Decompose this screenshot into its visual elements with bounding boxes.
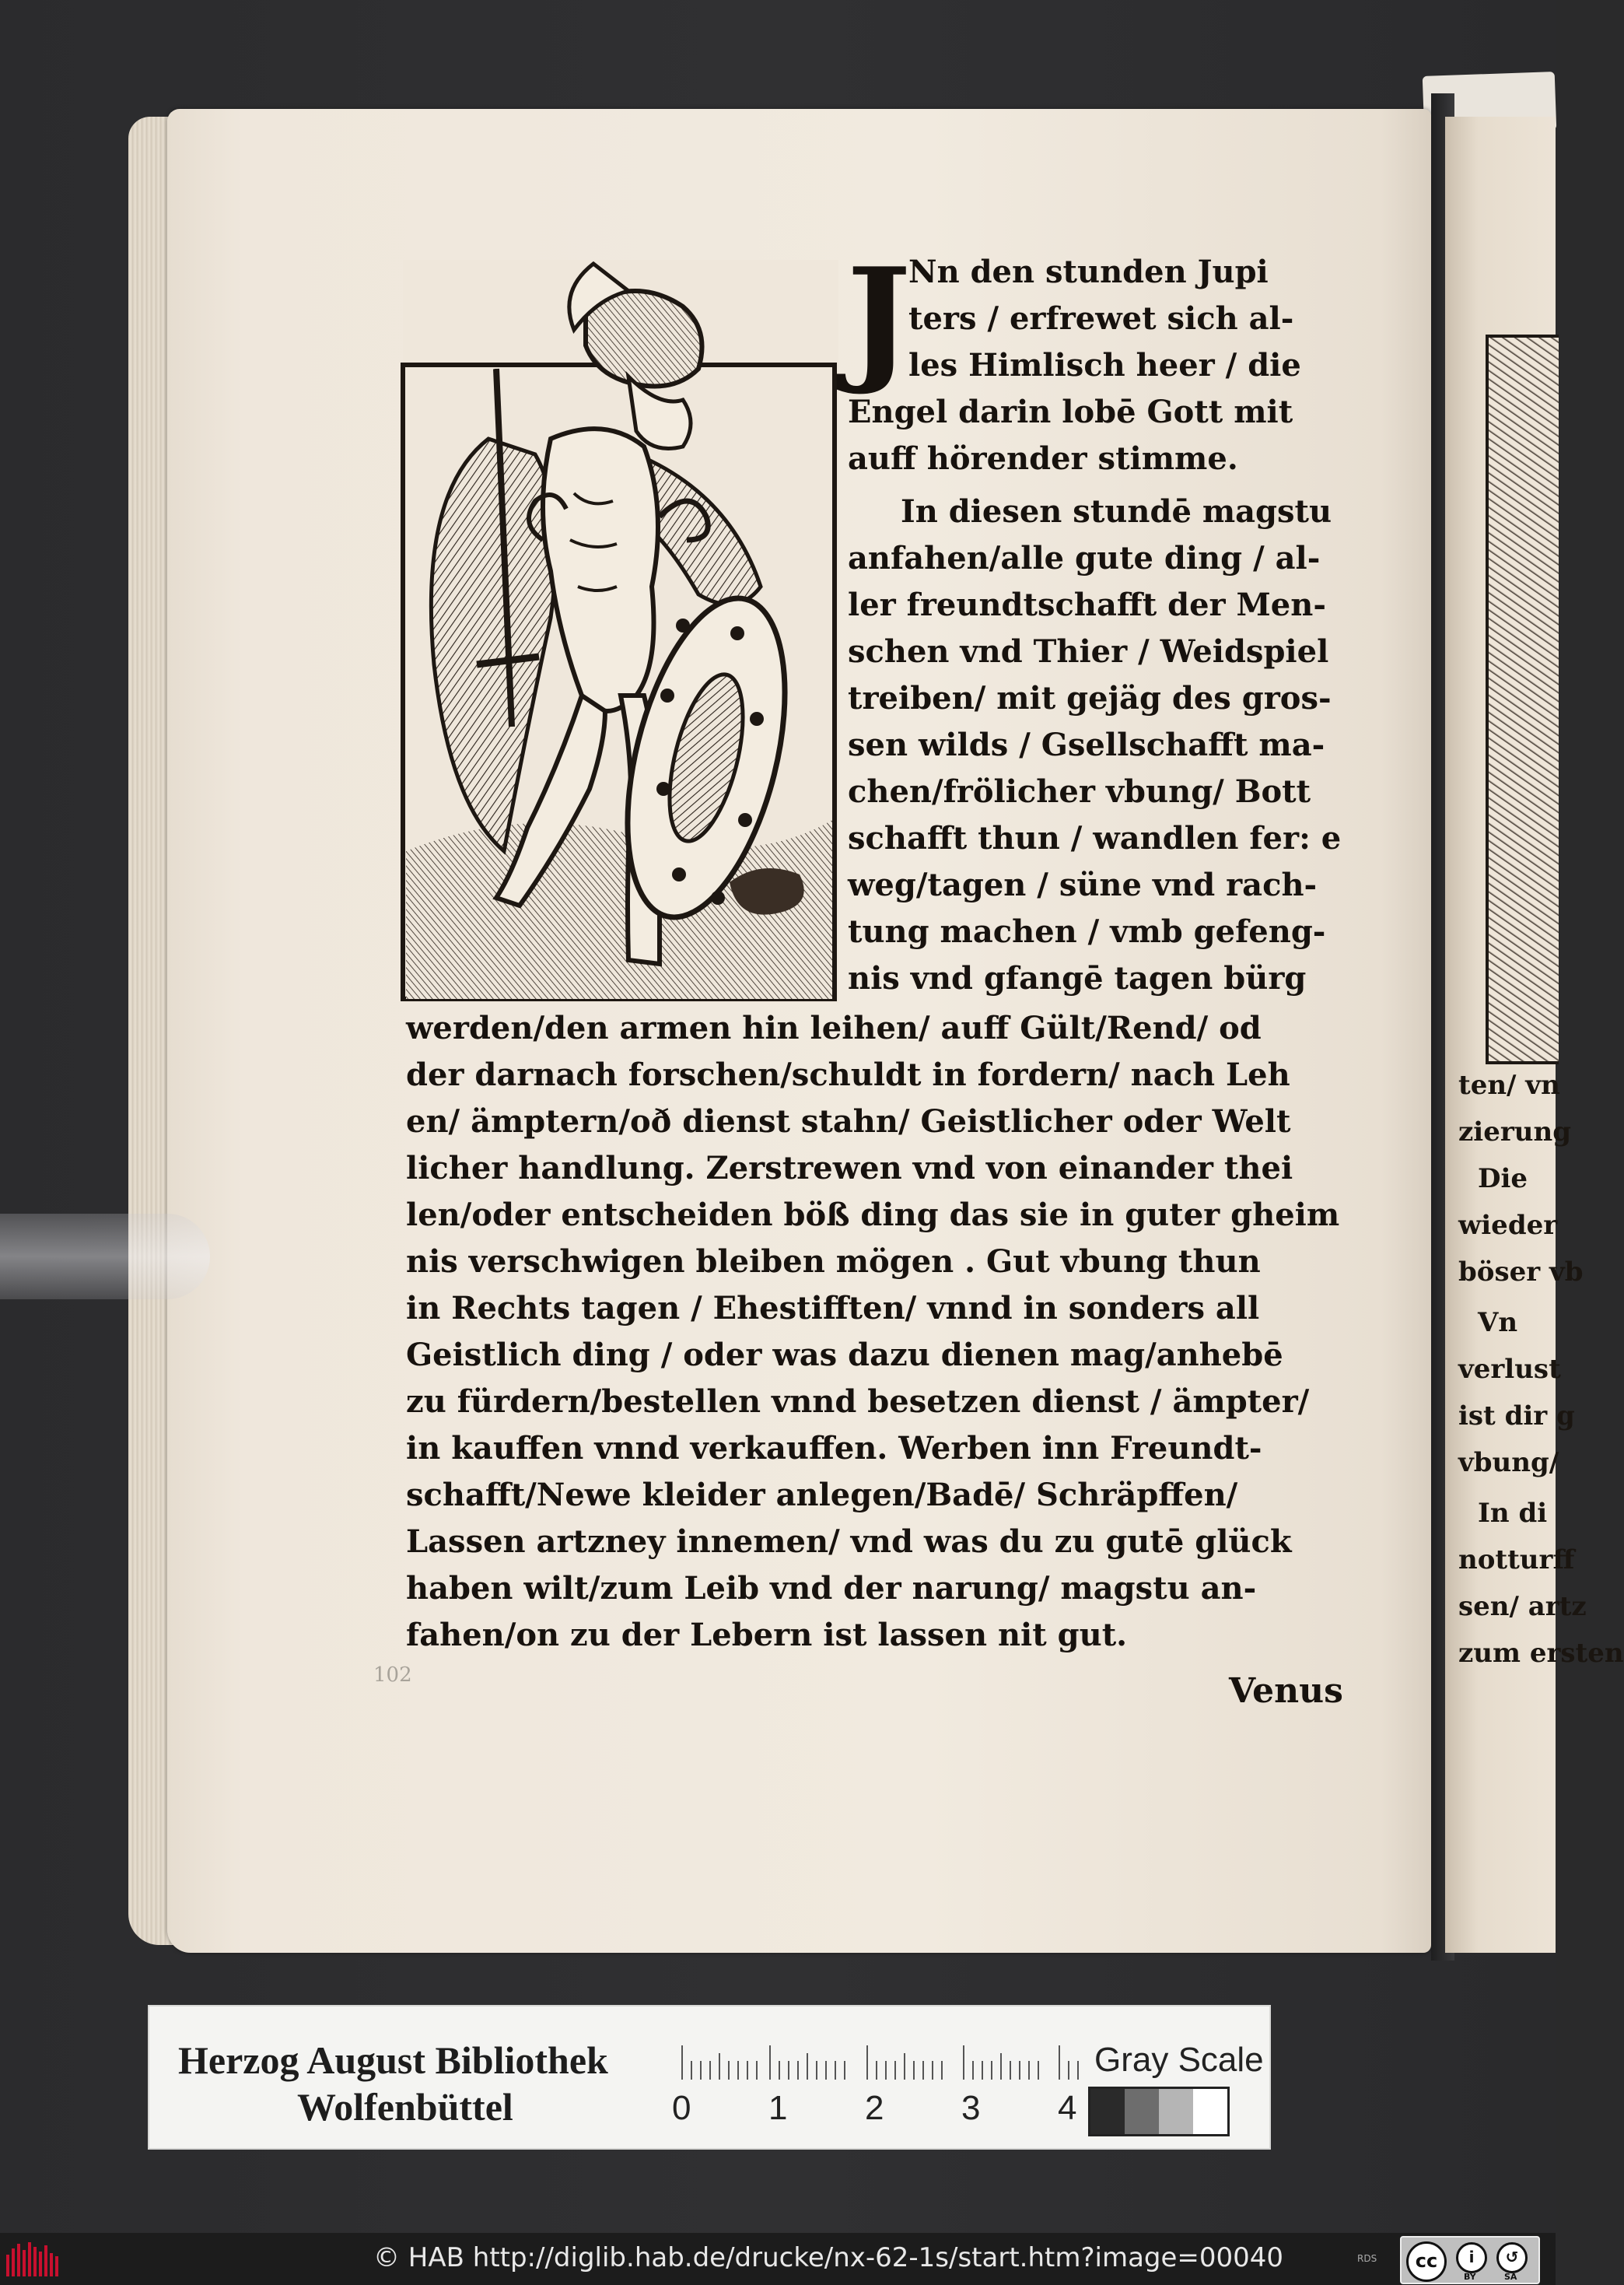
text-line: In diesen stundē magstu [901,493,1332,530]
text-line: auff hörender stimme. [848,440,1238,477]
facing-page-line: Vn [1478,1307,1518,1338]
text-line: len/oder entscheiden böß ding das sie in guter gheim [406,1197,1340,1233]
footer-credit-link[interactable]: © HAB http://diglib.hab.de/drucke/nx-62-1s/start.htm?image=00040 [373,2242,1284,2273]
text-line: Engel darin lobē Gott mit [848,394,1293,430]
gray-swatch [1090,2089,1125,2134]
text-line: treiben/ mit gejäg des gros- [848,680,1332,717]
gray-swatch [1159,2089,1193,2134]
text-line: tung machen / vmb gefeng- [848,913,1326,950]
facing-page-line: Die [1478,1163,1528,1194]
text-line: in Rechts tagen / Ehestifften/ vnnd in sonders all [406,1290,1260,1326]
facing-page-line: böser vb [1458,1256,1584,1288]
ruler-number: 2 [865,2089,884,2127]
plastic-page-clip [0,1214,210,1299]
decorated-initial: J [846,239,912,398]
text-line: nis verschwigen bleiben mögen . Gut vbung thun [406,1243,1261,1280]
by-label: BY [1464,2272,1476,2282]
facing-page-line: verlust [1458,1354,1561,1385]
text-line: in kauffen vnnd verkauffen. Werben inn Freundt- [406,1430,1262,1467]
text-line: haben wilt/zum Leib vnd der narung/ magstu an- [406,1570,1257,1607]
text-line: werden/den armen hin leihen/ auff Gült/Rend/ od [406,1010,1262,1046]
share-alike-icon: ↺ [1496,2242,1528,2273]
text-line: sen wilds / Gsellschafft ma- [848,727,1325,763]
ruler-scale [678,2045,1090,2080]
ruler-number: 1 [768,2089,788,2127]
facing-page-line: zierung [1458,1116,1571,1148]
facing-page-line: wieder [1458,1210,1558,1241]
text-line: zu fürdern/bestellen vnnd besetzen dienst / ämpter/ [406,1383,1310,1420]
ruler-number: 3 [961,2089,981,2127]
gray-swatch [1193,2089,1227,2134]
facing-page-line: vbung/ [1458,1447,1559,1478]
gray-scale-swatches [1088,2087,1230,2136]
text-line: Geistlich ding / oder was dazu dienen mag/anhebē [406,1337,1283,1373]
footer-tiny-mark: RDS [1357,2253,1377,2264]
facing-page-line: ten/ vn [1458,1070,1560,1101]
facing-page-woodcut [1486,335,1559,1064]
pencil-page-note: 102 [373,1663,412,1687]
catchword: Venus [1229,1671,1343,1711]
facing-page-line: zum ersten [1458,1638,1624,1669]
ruler-number: 4 [1058,2089,1077,2127]
institution-name: Herzog August Bibliothek [178,2038,608,2082]
text-line: les Himlisch heer / die [908,347,1301,384]
sa-label: SA [1504,2272,1517,2282]
text-line: Nn den stunden Jupi [908,254,1269,290]
text-line: ler freundtschafft der Men- [848,587,1326,623]
text-line: weg/tagen / süne vnd rach- [848,867,1318,903]
text-line: anfahen/alle gute ding / al- [848,540,1321,577]
text-line: fahen/on zu der Lebern ist lassen nit gut. [406,1617,1128,1653]
text-line: der darnach forschen/schuldt in fordern/ nach Leh [406,1057,1290,1093]
facing-page-line: In di [1478,1498,1548,1529]
footer-bar [0,2233,1556,2285]
text-line: schen vnd Thier / Weidspiel [848,633,1329,670]
ruler-number: 0 [672,2089,691,2127]
gray-swatch [1125,2089,1159,2134]
institution-city: Wolfenbüttel [297,2085,513,2129]
by-icon: i [1456,2242,1487,2273]
facing-page-line: notturff [1458,1544,1575,1575]
text-line: nis vnd gfangē tagen bürg [848,960,1307,997]
cc-license-badge[interactable] [1400,2236,1540,2284]
text-line: en/ ämptern/oð dienst stahn/ Geistlicher oder Welt [406,1103,1291,1140]
hab-logo-icon [5,2239,67,2280]
text-line: schafft/Newe kleider anlegen/Badē/ Schräpffen/ [406,1477,1238,1513]
woodcut-illustration [403,260,838,1003]
gray-scale-label: Gray Scale [1094,2041,1264,2079]
facing-page-line: sen/ artz [1458,1591,1587,1622]
text-line: schafft thun / wandlen fer: e [848,820,1342,857]
facing-page-line: ist dir g [1458,1400,1575,1432]
cc-icon: cc [1406,2241,1447,2282]
color-reference-bar [148,2005,1271,2150]
text-line: licher handlung. Zerstrewen vnd von einander thei [406,1150,1293,1186]
text-line: chen/frölicher vbung/ Bott [848,773,1311,810]
text-line: ters / erfrewet sich al- [908,300,1294,337]
text-line: Lassen artzney innemen/ vnd was du zu gutē glück [406,1523,1292,1560]
